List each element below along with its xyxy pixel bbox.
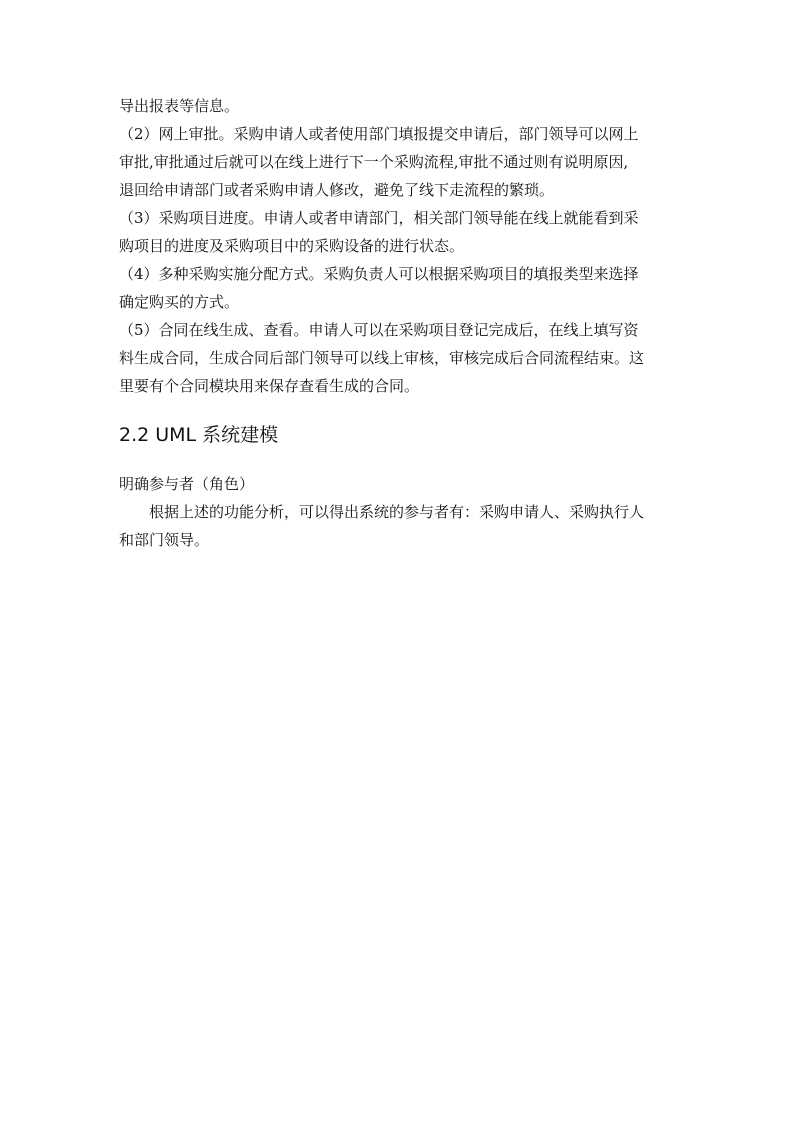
paragraph-line: （5）合同在线生成、查看。申请人可以在采购项目登记完成后，在线上填写资 [119,321,639,339]
paragraph-line: 料生成合同，生成合同后部门领导可以线上审核，审核完成后合同流程结束。这 [119,349,645,367]
paragraph-line: （2）网上审批。采购申请人或者使用部门填报提交申请后，部门领导可以网上 [119,125,639,143]
paragraph-line: 购项目的进度及采购项目中的采购设备的进行状态。 [119,237,465,255]
paragraph-line: 确定购买的方式。 [119,293,240,311]
paragraph-line: 和部门领导。 [119,531,210,549]
section-heading: 2.2 UML 系统建模 [119,424,279,446]
document-body [119,92,677,554]
paragraph-line: 根据上述的功能分析，可以得出系统的参与者有：采购申请人、采购执行人 [149,503,645,521]
paragraph-line: 导出报表等信息。 [119,97,240,115]
paragraph-line: 审批,审批通过后就可以在线上进行下一个采购流程,审批不通过则有说明原因, [119,153,629,171]
subheading-line: 明确参与者（角色） [119,475,255,493]
paragraph-line: 退回给申请部门或者采购申请人修改，避免了线下走流程的繁琐。 [119,181,555,199]
paragraph-line: （3）采购项目进度。申请人或者申请部门，相关部门领导能在线上就能看到采 [119,209,639,227]
paragraph-line: 里要有个合同模块用来保存查看生成的合同。 [119,377,420,395]
paragraph-line: （4）多种采购实施分配方式。采购负责人可以根据采购项目的填报类型来选择 [119,265,639,283]
